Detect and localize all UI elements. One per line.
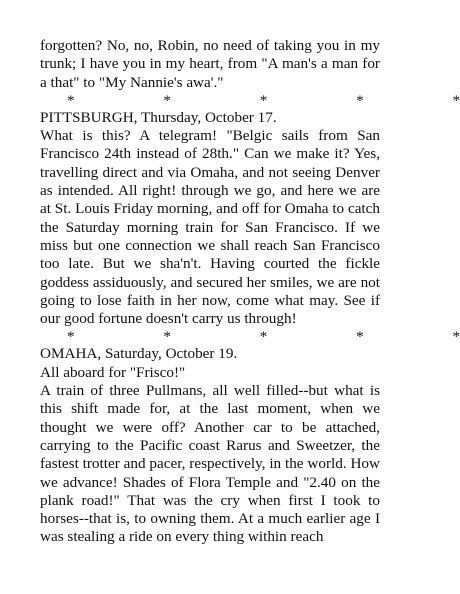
line-all-aboard: All aboard for "Frisco!" (40, 363, 186, 381)
section-separator: * * * * * (67, 328, 460, 346)
paragraph-train: A train of three Pullmans, all well filled--but what is this shift made for, at the last moment, when we thought we were off? Another car to be attached, carrying to the Pacific coast Rarus and Sweetzer, the fastest trotter and pacer, respectively, in the world. How we advance! Shades of Flora Temple and "2.40 on the plank road!" That was the cry when first I took to horses--that is, to owning them. At a much earlier age I was stealing a ride on every thing within reach (40, 382, 380, 546)
paragraph-robin: forgotten? No, no, Robin, no need of taking you in my trunk; I have you in my heart, from "A man's a man for a that" to "My Nannie's awa'." (40, 37, 380, 91)
dateline-omaha: OMAHA, Saturday, October 19. (40, 345, 238, 363)
page-text (40, 37, 460, 547)
dateline-pittsburgh: PITTSBURGH, Thursday, October 17. (40, 108, 277, 126)
section-separator: * * * * * (67, 91, 460, 109)
paragraph-telegram: What is this? A telegram! "Belgic sails from San Francisco 24th instead of 28th." Can we make it? Yes, travelling direct and via Omaha, and not seeing Denver as intended. All right! through we go, and here we are at St. Louis Friday morning, and off for Omaha to catch the Saturday morning train for San Francisco. If we miss but one connection we shall reach San Francisco too late. But we sha'n't. Having courted the fickle goddess assiduously, and secured her smiles, we are not going to lose faith in her now, come what may. See if our good fortune doesn't carry us through! (40, 127, 380, 328)
